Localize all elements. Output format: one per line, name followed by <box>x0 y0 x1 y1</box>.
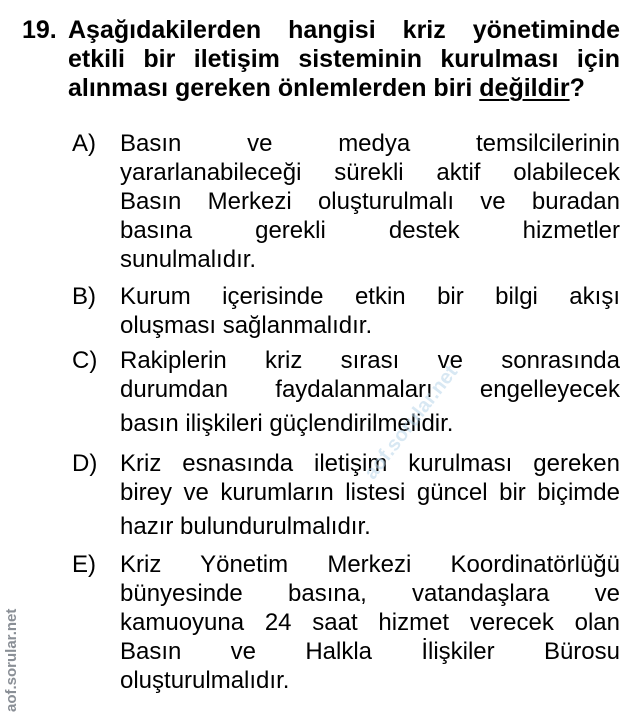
question-line: alınması gereken önlemlerden biri <box>68 74 473 102</box>
option-line: Basın ve Halkla İlişkiler Bürosu <box>120 638 620 665</box>
option-letter: D) <box>72 450 98 477</box>
option-letter: C) <box>72 347 98 374</box>
question-emphasis: değildir <box>479 74 570 102</box>
diagonal-watermark: aof.sorular.net <box>360 361 463 484</box>
option-line: sunulmalıdır. <box>120 246 257 273</box>
question-line-last <box>68 74 620 103</box>
question-end-mark: ? <box>569 74 585 102</box>
option-line: oluşması sağlanmalıdır. <box>120 312 373 339</box>
question-number: 19. <box>22 16 57 44</box>
option-line: yararlanabileceği sürekli aktif olabilecek <box>120 159 620 186</box>
option-line: Kriz esnasında iletişim kurulması gereken <box>120 450 620 477</box>
question-line: etkili bir iletişim sisteminin kurulması için <box>68 45 620 73</box>
option-letter: E) <box>72 551 96 578</box>
option-line: basın ilişkileri güçlendirilmelidir. <box>120 410 454 437</box>
option-letter: B) <box>72 283 96 310</box>
option-line: birey ve kurumların listesi güncel bir biçimde <box>120 479 620 506</box>
option-line: basına gerekli destek hizmetler <box>120 217 620 244</box>
option-text <box>120 129 620 274</box>
side-watermark: aof.sorular.net <box>3 608 20 712</box>
option-line: Basın Merkezi oluşturulmalı ve buradan <box>120 188 620 215</box>
option-line: hazır bulundurulmalıdır. <box>120 513 371 540</box>
option-text <box>120 550 620 695</box>
option-line: kamuoyuna 24 saat hizmet verecek olan <box>120 609 620 636</box>
option-line: durumdan faydalanmaları engelleyecek <box>120 376 620 403</box>
option-line: oluşturulmalıdır. <box>120 667 290 694</box>
option-text <box>120 346 620 438</box>
option-line: Kriz Yönetim Merkezi Koordinatörlüğü <box>120 551 620 578</box>
option-line: Rakiplerin kriz sırası ve sonrasında <box>120 347 620 374</box>
option-text <box>120 282 620 340</box>
option-line: Kurum içerisinde etkin bir bilgi akışı <box>120 283 620 310</box>
option-letter: A) <box>72 130 96 157</box>
question-text <box>68 16 620 103</box>
option-text <box>120 449 620 541</box>
question-line: Aşağıdakilerden hangisi kriz yönetiminde <box>68 16 620 44</box>
option-line: Basın ve medya temsilcilerinin <box>120 130 620 157</box>
option-line: bünyesinde basına, vatandaşlara ve <box>120 580 620 607</box>
